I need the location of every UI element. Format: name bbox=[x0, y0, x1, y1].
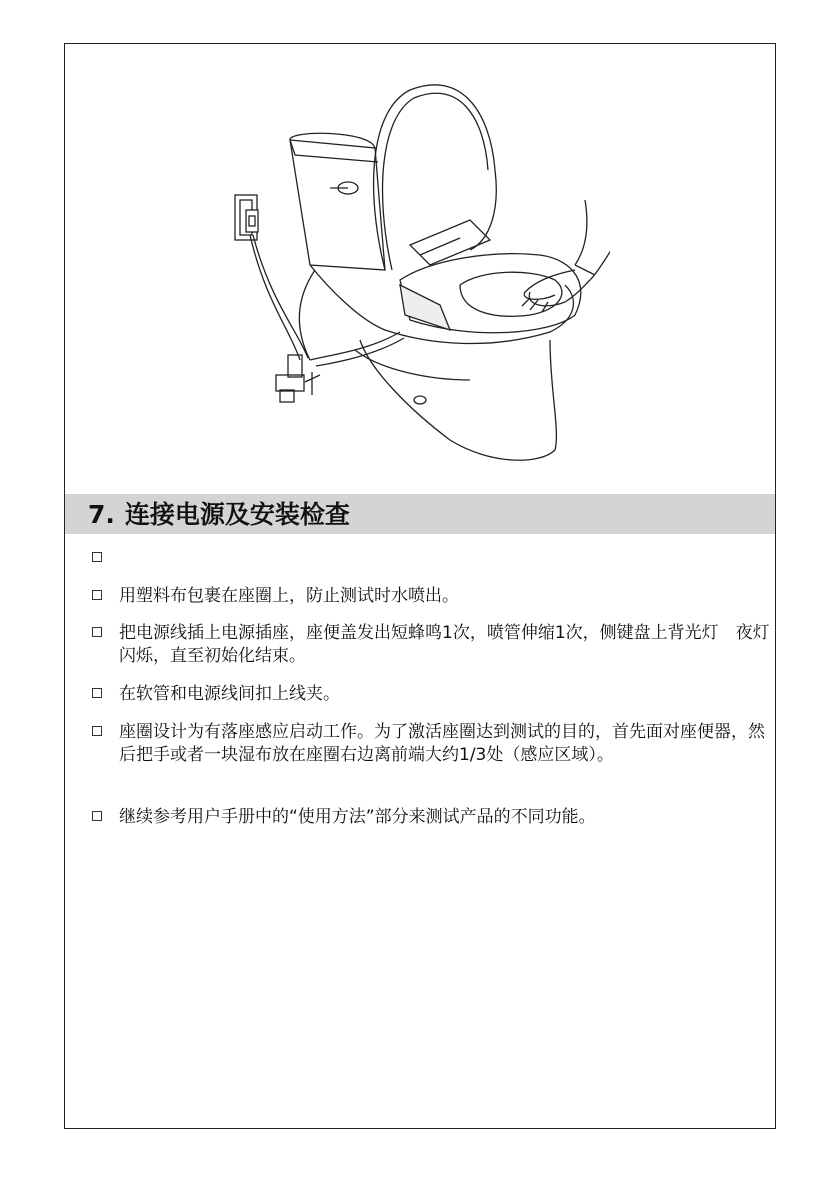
section-number: 7. bbox=[88, 500, 115, 529]
section-title bbox=[88, 497, 350, 533]
checklist-item bbox=[92, 806, 772, 829]
checkbox-icon[interactable] bbox=[92, 627, 102, 637]
checkbox-icon[interactable] bbox=[92, 590, 102, 600]
checkbox-icon[interactable] bbox=[92, 688, 102, 698]
section-title-text: 连接电源及安装检查 bbox=[124, 500, 350, 529]
hand-on-seat-icon bbox=[522, 200, 610, 312]
checklist-item bbox=[92, 683, 772, 706]
checklist-item-text: 继续参考用户手册中的“使用方法”部分来测试产品的不同功能。 bbox=[119, 807, 596, 827]
checklist-item bbox=[92, 585, 772, 608]
checkbox-icon[interactable] bbox=[92, 552, 102, 562]
checkbox-icon[interactable] bbox=[92, 811, 102, 821]
checklist-item-text: 把电源线插上电源插座，座便盖发出短蜂鸣1次，喷管伸缩1次，侧键盘上背光灯 夜灯闪烁，直至初始化结束。 bbox=[119, 623, 770, 666]
checkbox-icon[interactable] bbox=[92, 726, 102, 736]
checklist-item-text: 座圈设计为有落座感应启动工作。为了激活座圈达到测试的目的，首先面对座便器，然后把手或者一块湿布放在座圈右边离前端大约1/3处（感应区域）。 bbox=[119, 722, 765, 765]
water-valve-icon bbox=[276, 355, 320, 402]
checklist-item-text: 在软管和电源线间扣上线夹。 bbox=[119, 684, 340, 704]
checklist-item bbox=[92, 721, 772, 767]
wall-outlet-icon bbox=[235, 195, 258, 240]
checklist-item-text: 用塑料布包裹在座圈上，防止测试时水喷出。 bbox=[119, 586, 459, 606]
toilet-installation-illustration bbox=[170, 70, 610, 470]
checklist-item bbox=[92, 622, 772, 668]
